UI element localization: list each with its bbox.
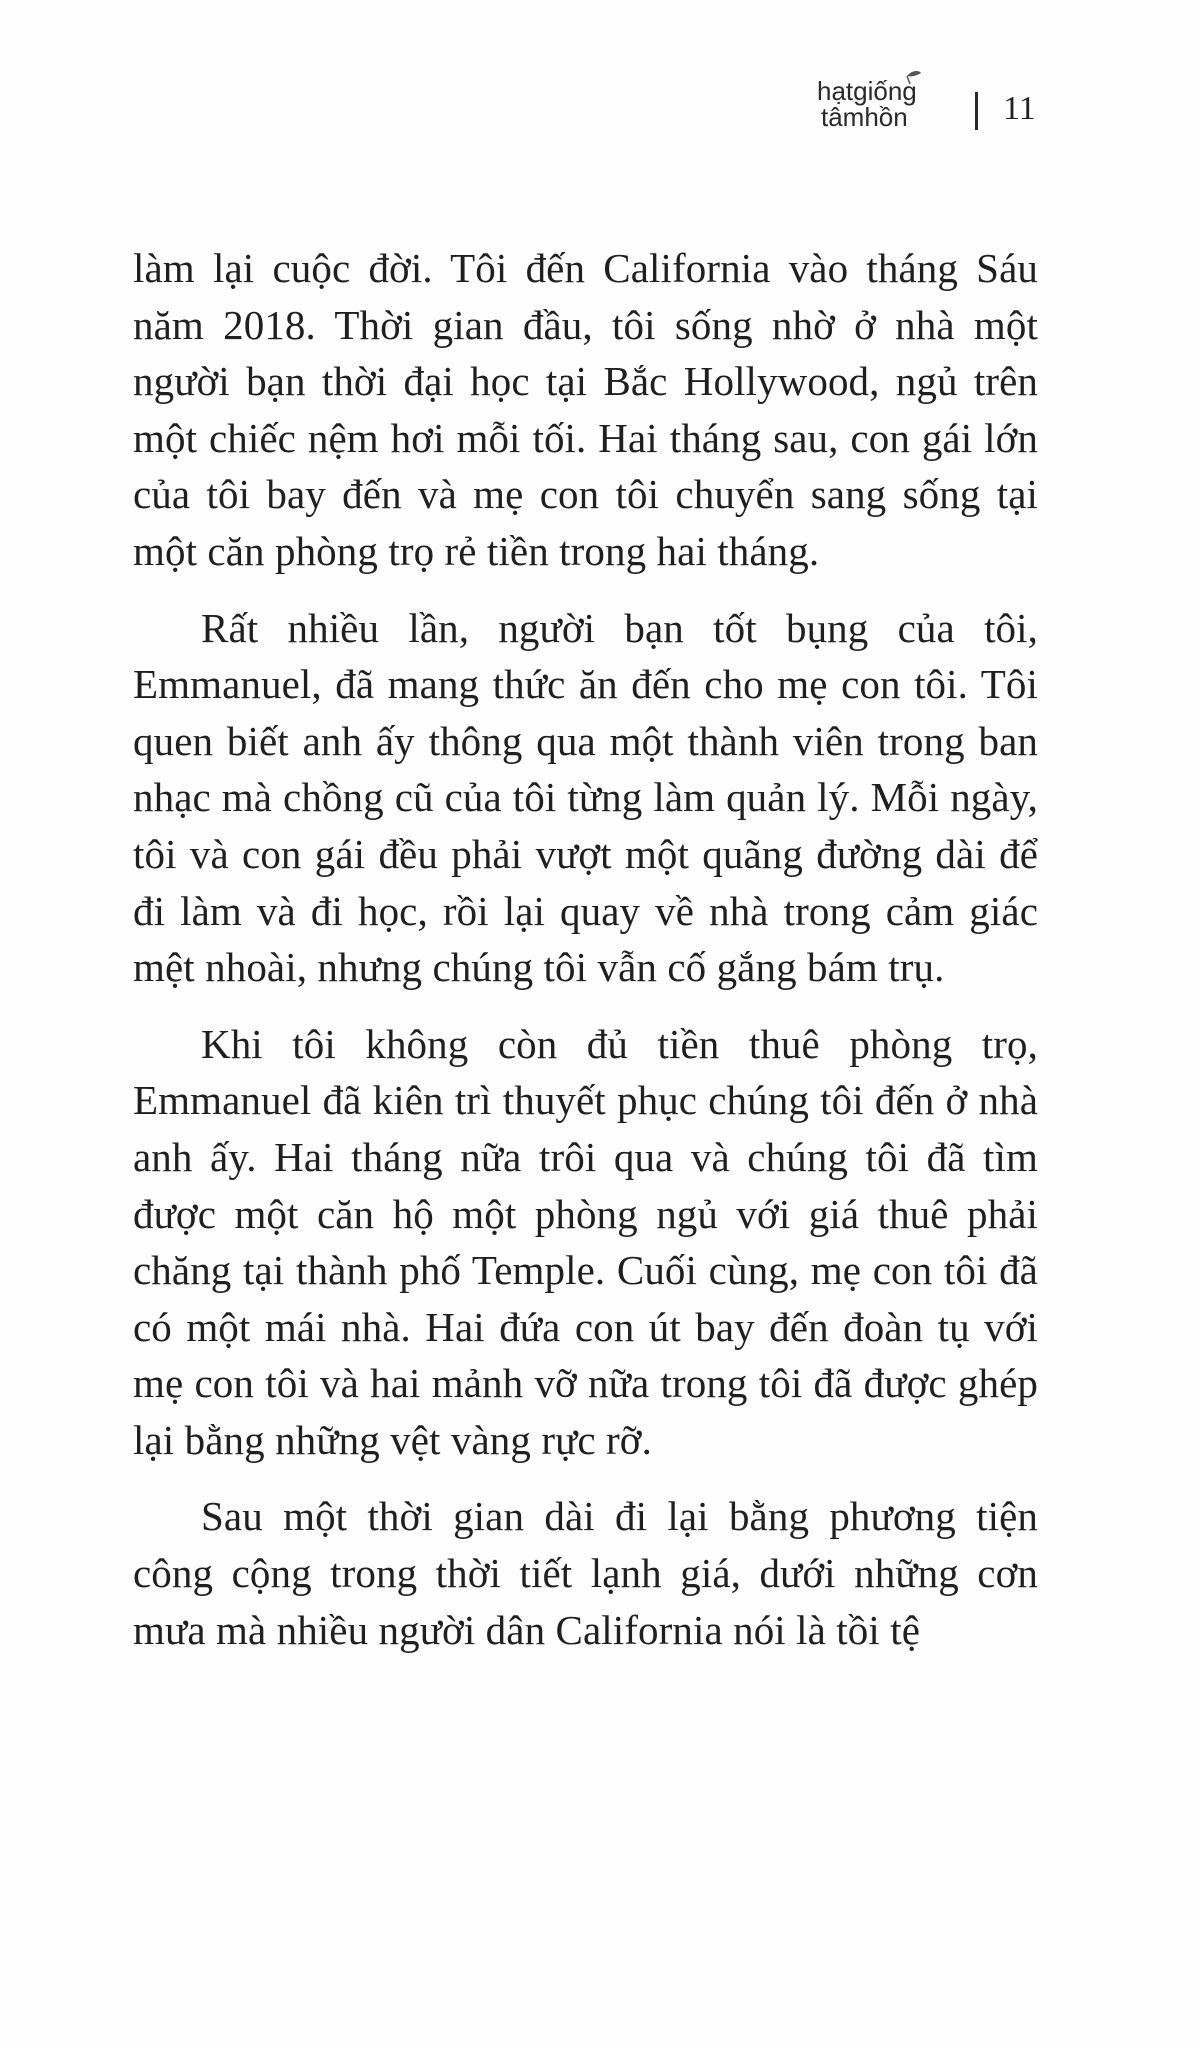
- page-number: 11: [1003, 90, 1036, 127]
- paragraph-4: Sau một thời gian dài đi lại bằng phương tiện công cộng trong thời tiết lạnh giá, dưới những cơn mưa mà nhiều người dân California nói là tồi tệ: [133, 1493, 1038, 1653]
- running-header: [815, 70, 1075, 140]
- header-divider: [975, 92, 978, 130]
- body-text: [133, 240, 1038, 1678]
- paragraph-2: Rất nhiều lần, người bạn tốt bụng của tôi, Emmanuel, đã mang thức ăn đến cho mẹ con tôi. Tôi quen biết anh ấy thông qua một thành viên trong ban nhạc mà chồng cũ của tôi từng làm quản lý. Mỗi ngày, tôi và con gái đều phải vượt một quãng đường dài để đi làm và đi học, rồi lại quay về nhà trong cảm giác mệt nhoài, nhưng chúng tôi vẫn cố gắng bám trụ.: [133, 604, 1038, 991]
- paragraph-1: làm lại cuộc đời. Tôi đến California vào tháng Sáu năm 2018. Thời gian đầu, tôi sống nhờ ở nhà một người bạn thời đại học tại Bắc Hollywood, ngủ trên một chiếc nệm hơi mỗi tối. Hai tháng sau, con gái lớn của tôi bay đến và mẹ con tôi chuyển sang sống tại một căn phòng trọ rẻ tiền trong hai tháng.: [133, 245, 1038, 574]
- publisher-logo: [815, 70, 945, 140]
- logo-line2: tâmhồn: [821, 102, 908, 132]
- paragraph-3: Khi tôi không còn đủ tiền thuê phòng trọ, Emmanuel đã kiên trì thuyết phục chúng tôi đến ở nhà anh ấy. Hai tháng nữa trôi qua và chúng tôi đã tìm được một căn hộ một phòng ngủ với giá thuê phải chăng tại thành phố Temple. Cuối cùng, mẹ con tôi đã có một mái nhà. Hai đứa con út bay đến đoàn tụ với mẹ con tôi và hai mảnh vỡ nữa trong tôi đã được ghép lại bằng những vệt vàng rực rỡ.: [133, 1020, 1038, 1463]
- hat-giong-tam-hon-logo-icon: [815, 70, 945, 140]
- logo-line1: hạtgiống: [817, 76, 917, 106]
